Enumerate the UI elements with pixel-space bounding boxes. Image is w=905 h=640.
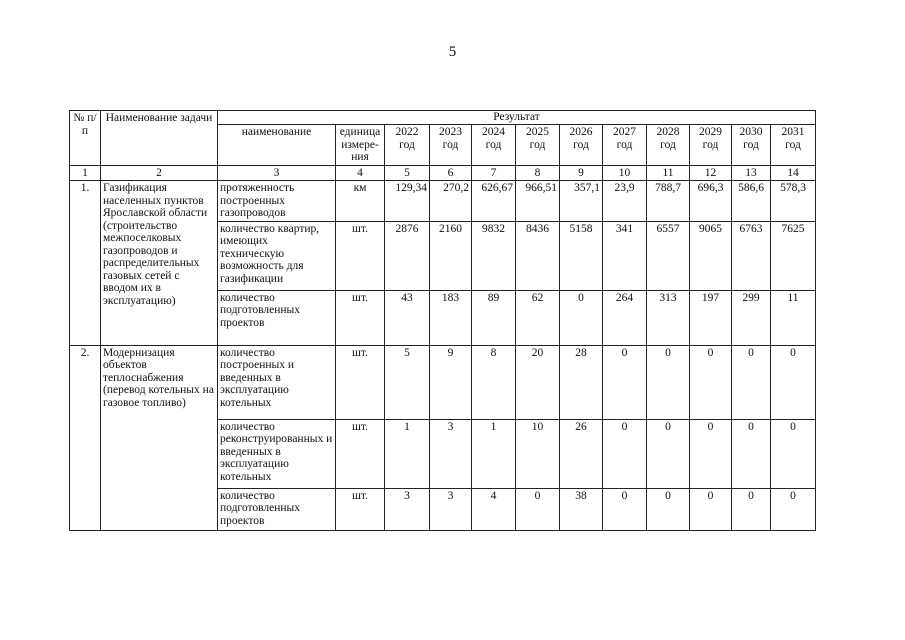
value-cell: 3 bbox=[430, 419, 472, 488]
header-name: наименование bbox=[218, 125, 336, 166]
value-cell: 3 bbox=[385, 488, 430, 530]
value-cell: 264 bbox=[603, 290, 647, 345]
header-unit: единица измере-ния bbox=[336, 125, 385, 166]
value-cell: 26 bbox=[560, 419, 603, 488]
value-cell: 270,2 bbox=[430, 181, 472, 222]
indicator-name: количество реконструированных и введенных в эксплуатацию котельных bbox=[218, 419, 336, 488]
value-cell: 0 bbox=[732, 345, 771, 419]
value-cell: 788,7 bbox=[647, 181, 690, 222]
value-cell: 0 bbox=[516, 488, 560, 530]
value-cell: 578,3 bbox=[771, 181, 816, 222]
header-year: 2029 год bbox=[690, 125, 732, 166]
value-cell: 357,1 bbox=[560, 181, 603, 222]
indicator-name: количество квартир, имеющих техническую возможность для газификации bbox=[218, 221, 336, 290]
value-cell: 10 bbox=[516, 419, 560, 488]
column-number: 10 bbox=[603, 165, 647, 181]
value-cell: 28 bbox=[560, 345, 603, 419]
header-result: Результат bbox=[218, 111, 816, 125]
task-number: 2. bbox=[70, 345, 101, 530]
task-number: 1. bbox=[70, 181, 101, 346]
header-year: 2025 год bbox=[516, 125, 560, 166]
value-cell: 3 bbox=[430, 488, 472, 530]
value-cell: 2160 bbox=[430, 221, 472, 290]
value-cell: 6557 bbox=[647, 221, 690, 290]
column-number-row bbox=[70, 165, 816, 181]
value-cell: 0 bbox=[771, 345, 816, 419]
value-cell: 0 bbox=[771, 488, 816, 530]
value-cell: 1 bbox=[385, 419, 430, 488]
value-cell: 0 bbox=[647, 345, 690, 419]
value-cell: 0 bbox=[647, 488, 690, 530]
value-cell: 0 bbox=[603, 488, 647, 530]
column-number: 12 bbox=[690, 165, 732, 181]
indicator-unit: шт. bbox=[336, 290, 385, 345]
value-cell: 8 bbox=[472, 345, 516, 419]
column-number: 7 bbox=[472, 165, 516, 181]
header-task: Наименование задачи bbox=[101, 111, 218, 166]
column-number: 8 bbox=[516, 165, 560, 181]
value-cell: 6763 bbox=[732, 221, 771, 290]
value-cell: 197 bbox=[690, 290, 732, 345]
value-cell: 0 bbox=[732, 488, 771, 530]
header-year: 2024 год bbox=[472, 125, 516, 166]
value-cell: 9832 bbox=[472, 221, 516, 290]
value-cell: 11 bbox=[771, 290, 816, 345]
table-row bbox=[70, 181, 816, 222]
header-year: 2027 год bbox=[603, 125, 647, 166]
value-cell: 299 bbox=[732, 290, 771, 345]
indicator-unit: шт. bbox=[336, 488, 385, 530]
column-number: 11 bbox=[647, 165, 690, 181]
value-cell: 62 bbox=[516, 290, 560, 345]
value-cell: 4 bbox=[472, 488, 516, 530]
column-number: 2 bbox=[101, 165, 218, 181]
value-cell: 2876 bbox=[385, 221, 430, 290]
header-num: № п/п bbox=[70, 111, 101, 166]
header-year: 2022 год bbox=[385, 125, 430, 166]
value-cell: 9065 bbox=[690, 221, 732, 290]
indicator-unit: шт. bbox=[336, 221, 385, 290]
value-cell: 586,6 bbox=[732, 181, 771, 222]
column-number: 4 bbox=[336, 165, 385, 181]
value-cell: 0 bbox=[690, 345, 732, 419]
value-cell: 0 bbox=[732, 419, 771, 488]
value-cell: 20 bbox=[516, 345, 560, 419]
value-cell: 313 bbox=[647, 290, 690, 345]
value-cell: 8436 bbox=[516, 221, 560, 290]
column-number: 6 bbox=[430, 165, 472, 181]
header-year: 2031 год bbox=[771, 125, 816, 166]
value-cell: 0 bbox=[560, 290, 603, 345]
indicator-unit: км bbox=[336, 181, 385, 222]
indicator-name: количество подготовленных проектов bbox=[218, 290, 336, 345]
column-number: 13 bbox=[732, 165, 771, 181]
header-year: 2023 год bbox=[430, 125, 472, 166]
value-cell: 0 bbox=[603, 345, 647, 419]
indicator-unit: шт. bbox=[336, 345, 385, 419]
value-cell: 5158 bbox=[560, 221, 603, 290]
results-table bbox=[69, 110, 816, 531]
column-number: 14 bbox=[771, 165, 816, 181]
value-cell: 1 bbox=[472, 419, 516, 488]
value-cell: 0 bbox=[690, 488, 732, 530]
value-cell: 696,3 bbox=[690, 181, 732, 222]
value-cell: 89 bbox=[472, 290, 516, 345]
column-number: 5 bbox=[385, 165, 430, 181]
indicator-name: протяженность построенных газопроводов bbox=[218, 181, 336, 222]
value-cell: 966,51 bbox=[516, 181, 560, 222]
value-cell: 7625 bbox=[771, 221, 816, 290]
value-cell: 341 bbox=[603, 221, 647, 290]
header-year: 2026 год bbox=[560, 125, 603, 166]
task-name: Модернизация объектов теплоснабжения (перевод котельных на газовое топливо) bbox=[101, 345, 218, 530]
indicator-name: количество подготовленных проектов bbox=[218, 488, 336, 530]
value-cell: 626,67 bbox=[472, 181, 516, 222]
header-year: 2030 год bbox=[732, 125, 771, 166]
value-cell: 38 bbox=[560, 488, 603, 530]
value-cell: 43 bbox=[385, 290, 430, 345]
header-year: 2028 год bbox=[647, 125, 690, 166]
indicator-unit: шт. bbox=[336, 419, 385, 488]
value-cell: 0 bbox=[647, 419, 690, 488]
task-name: Газификация населенных пунктов Ярославской области (строительство межпоселковых газопроводов и распределительных газовых сетей с вводом их в эксплуатацию) bbox=[101, 181, 218, 346]
value-cell: 9 bbox=[430, 345, 472, 419]
column-number: 9 bbox=[560, 165, 603, 181]
value-cell: 5 bbox=[385, 345, 430, 419]
column-number: 3 bbox=[218, 165, 336, 181]
page-number: 5 bbox=[448, 44, 457, 60]
value-cell: 23,9 bbox=[603, 181, 647, 222]
value-cell: 183 bbox=[430, 290, 472, 345]
table-row bbox=[70, 345, 816, 419]
value-cell: 0 bbox=[690, 419, 732, 488]
indicator-name: количество построенных и введенных в эксплуатацию котельных bbox=[218, 345, 336, 419]
value-cell: 0 bbox=[771, 419, 816, 488]
column-number: 1 bbox=[70, 165, 101, 181]
value-cell: 129,34 bbox=[385, 181, 430, 222]
value-cell: 0 bbox=[603, 419, 647, 488]
